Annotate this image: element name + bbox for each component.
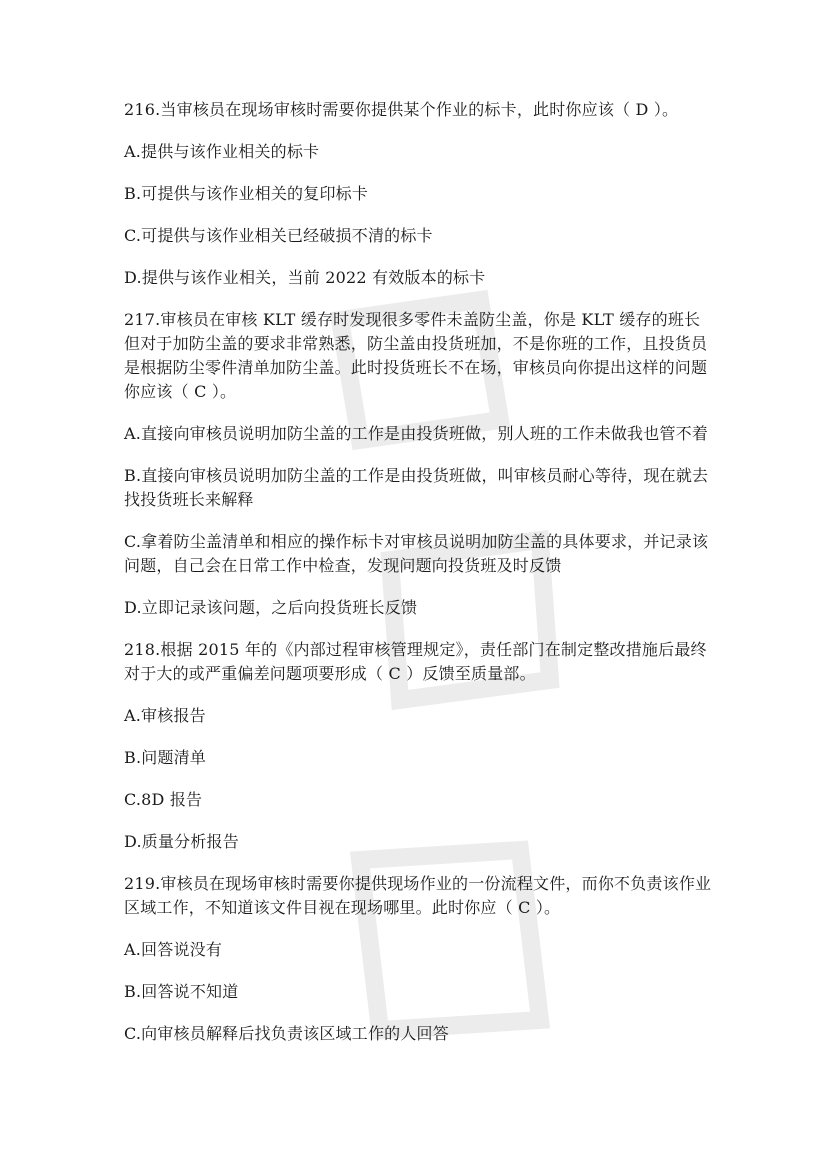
question-217-option-a: A.直接向审核员说明加防尘盖的工作是由投货班做，别人班的工作未做我也管不着 — [124, 424, 709, 443]
question-list — [124, 98, 714, 1064]
question-216-option-d: D.提供与该作业相关，当前 2022 有效版本的标卡 — [124, 268, 486, 287]
question-218-option-b: B.问题清单 — [124, 748, 207, 767]
question-217-stem: 217.审核员在审核 KLT 缓存时发现很多零件未盖防尘盖，你是 KLT 缓存的班长但对于加防尘盖的要求非常熟悉，防尘盖由投货班加，不是你班的工作，且投货员是根据防尘零件清单加防尘盖。此时投货班长不在场，审核员向你提出这样的问题你应该（ C ）。 — [124, 310, 708, 401]
question-216-stem: 216.当审核员在现场审核时需要你提供某个作业的标卡，此时你应该（ D ）。 — [124, 100, 679, 119]
question-217-option-b: B.直接向审核员说明加防尘盖的工作是由投货班做，叫审核员耐心等待，现在就去找投货班长来解释 — [124, 466, 709, 509]
question-216-option-b: B.可提供与该作业相关的复印标卡 — [124, 184, 369, 203]
question-218-option-c: C.8D 报告 — [124, 790, 203, 809]
question-217-option-d: D.立即记录该问题，之后向投货班长反馈 — [124, 598, 418, 617]
question-217-option-c: C.拿着防尘盖清单和相应的操作标卡对审核员说明加防尘盖的具体要求，并记录该问题，自己会在日常工作中检查，发现问题向投货班及时反馈 — [124, 532, 709, 575]
question-219-option-a: A.回答说没有 — [124, 940, 223, 959]
question-219-option-c: C.向审核员解释后找负责该区域工作的人回答 — [124, 1024, 449, 1043]
question-219-option-b: B.回答说不知道 — [124, 982, 239, 1001]
question-216-option-c: C.可提供与该作业相关已经破损不清的标卡 — [124, 226, 433, 245]
question-218-option-a: A.审核报告 — [124, 706, 206, 725]
question-218-option-d: D.质量分析报告 — [124, 832, 239, 851]
question-218-stem: 218.根据 2015 年的《内部过程审核管理规定》，责任部门在制定整改措施后最终对于大的或严重偏差问题项要形成（ C ）反馈至质量部。 — [124, 640, 707, 683]
question-219-stem: 219.审核员在现场审核时需要你提供现场作业的一份流程文件，而你不负责该作业区域工作，不知道该文件目视在现场哪里。此时你应（ C ）。 — [124, 874, 712, 917]
question-216-option-a: A.提供与该作业相关的标卡 — [124, 142, 320, 161]
